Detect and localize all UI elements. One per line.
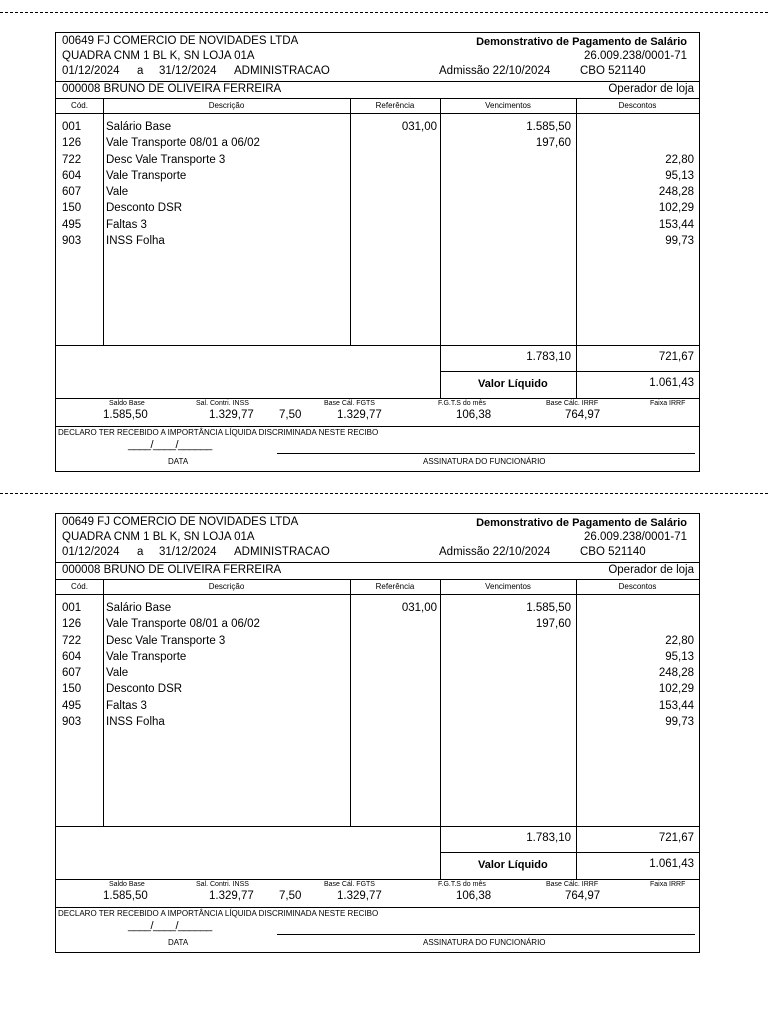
company-cnpj: 26.009.238/0001-71 — [584, 531, 687, 543]
item-description: Salário Base — [106, 602, 172, 614]
item-code: 722 — [62, 153, 82, 166]
declaration-text: DECLARO TER RECEBIDO A IMPORTÂNCIA LÍQUIDA DISCRIMINADA NESTE RECIBO — [58, 428, 379, 437]
item-desconto: 95,13 — [665, 169, 694, 182]
item-code: 722 — [62, 634, 82, 647]
period-start: 01/12/2024 — [62, 546, 120, 558]
saldo-base-value: 1.585,50 — [103, 409, 148, 421]
item-description: Vale Transporte — [106, 169, 187, 182]
table-row — [56, 633, 699, 649]
item-description: INSS Folha — [106, 235, 165, 248]
table-row — [56, 665, 699, 681]
document-title: Demonstrativo de Pagamento de Salário — [476, 517, 687, 529]
header-referencia: Referência — [375, 582, 415, 591]
item-desconto: 248,28 — [658, 186, 694, 199]
item-desconto: 22,80 — [665, 153, 694, 166]
company-address: QUADRA CNM 1 BL K, SN LOJA 01A — [62, 531, 255, 543]
cbo-code: CBO 521140 — [580, 65, 646, 77]
item-desconto: 22,80 — [665, 634, 694, 647]
item-code: 903 — [62, 716, 82, 729]
valor-liquido-value: 1.061,43 — [649, 858, 694, 870]
document-title: Demonstrativo de Pagamento de Salário — [476, 36, 687, 48]
item-description: Vale — [106, 186, 129, 199]
table-row — [56, 200, 699, 216]
item-desconto: 102,29 — [658, 202, 694, 215]
label-fgts-mes: F.G.T.S do mês — [438, 881, 486, 888]
table-row — [56, 217, 699, 233]
label-sal-contri-inss: Sal. Contri. INSS — [196, 881, 249, 888]
period-end: 31/12/2024 — [159, 546, 217, 558]
employee-row — [56, 562, 699, 580]
label-faixa-irrf: Faixa IRRF — [650, 400, 686, 407]
item-description: INSS Folha — [106, 716, 165, 729]
employee-row — [56, 81, 699, 99]
employee-name: 000008 BRUNO DE OLIVEIRA FERREIRA — [62, 564, 282, 576]
item-description: Desc Vale Transporte 3 — [106, 634, 226, 647]
item-code: 903 — [62, 235, 82, 248]
items-table — [56, 595, 699, 827]
label-fgts-mes: F.G.T.S do mês — [438, 400, 486, 407]
header-cod: Cód. — [71, 582, 88, 591]
label-sal-contri-inss: Sal. Contri. INSS — [196, 400, 249, 407]
date-label: DATA — [168, 938, 189, 947]
column-headers — [56, 580, 699, 595]
table-row — [56, 649, 699, 665]
item-description: Vale Transporte 08/01 a 06/02 — [106, 137, 260, 150]
cut-line-middle — [0, 493, 768, 494]
item-desconto: 248,28 — [658, 667, 694, 680]
table-row — [56, 600, 699, 616]
bases-section — [56, 398, 699, 427]
header-vencimentos: Vencimentos — [485, 582, 531, 591]
signature-label: ASSINATURA DO FUNCIONÁRIO — [423, 938, 546, 947]
items-table — [56, 114, 699, 346]
item-code: 001 — [62, 121, 82, 133]
period-start: 01/12/2024 — [62, 65, 120, 77]
period-end: 31/12/2024 — [159, 65, 217, 77]
label-base-fgts: Base Cál. FGTS — [324, 881, 375, 888]
header-vencimentos: Vencimentos — [485, 101, 531, 110]
totals-section — [56, 826, 699, 880]
item-description: Vale Transporte 08/01 a 06/02 — [106, 618, 260, 631]
item-code: 607 — [62, 667, 82, 680]
sal-contri-inss-value: 1.329,77 — [209, 409, 254, 421]
payslip-header — [56, 33, 699, 82]
item-code: 001 — [62, 602, 82, 614]
header-descontos: Descontos — [618, 582, 657, 591]
item-description: Faltas 3 — [106, 218, 147, 231]
date-blank: ____/____/______ — [128, 439, 212, 451]
total-descontos: 721,67 — [658, 351, 694, 363]
signature-line — [277, 453, 695, 454]
table-row — [56, 714, 699, 730]
date-label: DATA — [168, 457, 189, 466]
declaration-section — [56, 426, 699, 471]
payslip-header — [56, 514, 699, 563]
total-descontos: 721,67 — [658, 832, 694, 844]
label-faixa-irrf: Faixa IRRF — [650, 881, 686, 888]
item-desconto: 153,44 — [658, 699, 694, 712]
label-base-fgts: Base Cál. FGTS — [324, 400, 375, 407]
date-blank: ____/____/______ — [128, 920, 212, 932]
items-list — [56, 119, 699, 249]
total-vencimentos: 1.783,10 — [526, 832, 571, 844]
item-reference: 031,00 — [401, 121, 437, 133]
period-separator: a — [137, 546, 144, 558]
table-row — [56, 152, 699, 168]
department: ADMINISTRACAO — [234, 546, 330, 558]
totals-divider — [440, 371, 699, 372]
employee-role: Operador de loja — [608, 564, 694, 576]
totals-divider — [440, 852, 699, 853]
header-descontos: Descontos — [618, 101, 657, 110]
item-vencimento: 1.585,50 — [526, 602, 571, 614]
fgts-mes-value: 106,38 — [456, 409, 492, 421]
base-fgts-value: 1.329,77 — [337, 890, 382, 902]
base-irrf-value: 764,97 — [565, 409, 601, 421]
item-vencimento: 1.585,50 — [526, 121, 571, 133]
totals-section — [56, 345, 699, 399]
table-row — [56, 135, 699, 151]
column-headers — [56, 99, 699, 114]
table-row — [56, 698, 699, 714]
header-descricao: Descrição — [208, 582, 245, 591]
table-row — [56, 616, 699, 632]
item-desconto: 99,73 — [665, 716, 694, 729]
item-code: 495 — [62, 218, 82, 231]
declaration-text: DECLARO TER RECEBIDO A IMPORTÂNCIA LÍQUIDA DISCRIMINADA NESTE RECIBO — [58, 909, 379, 918]
aliquota-inss-value: 7,50 — [279, 890, 302, 902]
label-base-irrf: Base Cálc. IRRF — [546, 881, 599, 888]
item-code: 604 — [62, 169, 82, 182]
employee-name: 000008 BRUNO DE OLIVEIRA FERREIRA — [62, 83, 282, 95]
admission-date: Admissão 22/10/2024 — [439, 546, 551, 558]
table-row — [56, 233, 699, 249]
item-reference: 031,00 — [401, 602, 437, 614]
valor-liquido-value: 1.061,43 — [649, 377, 694, 389]
item-code: 150 — [62, 683, 82, 696]
item-desconto: 99,73 — [665, 235, 694, 248]
valor-liquido-label: Valor Líquido — [478, 378, 548, 390]
company-cnpj: 26.009.238/0001-71 — [584, 50, 687, 62]
base-irrf-value: 764,97 — [565, 890, 601, 902]
table-row — [56, 184, 699, 200]
aliquota-inss-value: 7,50 — [279, 409, 302, 421]
table-row — [56, 681, 699, 697]
item-description: Faltas 3 — [106, 699, 147, 712]
admission-date: Admissão 22/10/2024 — [439, 65, 551, 77]
department: ADMINISTRACAO — [234, 65, 330, 77]
sal-contri-inss-value: 1.329,77 — [209, 890, 254, 902]
item-desconto: 153,44 — [658, 218, 694, 231]
label-saldo-base: Saldo Base — [109, 400, 145, 407]
bases-section — [56, 879, 699, 908]
label-base-irrf: Base Cálc. IRRF — [546, 400, 599, 407]
item-code: 126 — [62, 137, 82, 150]
signature-label: ASSINATURA DO FUNCIONÁRIO — [423, 457, 546, 466]
item-description: Desconto DSR — [106, 683, 183, 696]
cut-line-top — [0, 12, 768, 13]
header-referencia: Referência — [375, 101, 415, 110]
item-description: Vale Transporte — [106, 650, 187, 663]
fgts-mes-value: 106,38 — [456, 890, 492, 902]
employee-role: Operador de loja — [608, 83, 694, 95]
item-code: 604 — [62, 650, 82, 663]
item-description: Desconto DSR — [106, 202, 183, 215]
items-list — [56, 600, 699, 730]
item-desconto: 102,29 — [658, 683, 694, 696]
item-description: Salário Base — [106, 121, 172, 133]
item-code: 126 — [62, 618, 82, 631]
base-fgts-value: 1.329,77 — [337, 409, 382, 421]
company-name: 00649 FJ COMERCIO DE NOVIDADES LTDA — [62, 516, 299, 528]
total-vencimentos: 1.783,10 — [526, 351, 571, 363]
header-cod: Cód. — [71, 101, 88, 110]
item-vencimento: 197,60 — [535, 137, 571, 150]
payslip — [55, 513, 700, 953]
table-row — [56, 119, 699, 135]
item-desconto: 95,13 — [665, 650, 694, 663]
item-description: Desc Vale Transporte 3 — [106, 153, 226, 166]
item-vencimento: 197,60 — [535, 618, 571, 631]
item-code: 607 — [62, 186, 82, 199]
valor-liquido-label: Valor Líquido — [478, 859, 548, 871]
saldo-base-value: 1.585,50 — [103, 890, 148, 902]
declaration-section — [56, 907, 699, 952]
item-code: 150 — [62, 202, 82, 215]
item-code: 495 — [62, 699, 82, 712]
cbo-code: CBO 521140 — [580, 546, 646, 558]
label-saldo-base: Saldo Base — [109, 881, 145, 888]
header-descricao: Descrição — [208, 101, 245, 110]
table-row — [56, 168, 699, 184]
period-separator: a — [137, 65, 144, 77]
item-description: Vale — [106, 667, 129, 680]
payslip — [55, 32, 700, 472]
signature-line — [277, 934, 695, 935]
company-name: 00649 FJ COMERCIO DE NOVIDADES LTDA — [62, 35, 299, 47]
company-address: QUADRA CNM 1 BL K, SN LOJA 01A — [62, 50, 255, 62]
